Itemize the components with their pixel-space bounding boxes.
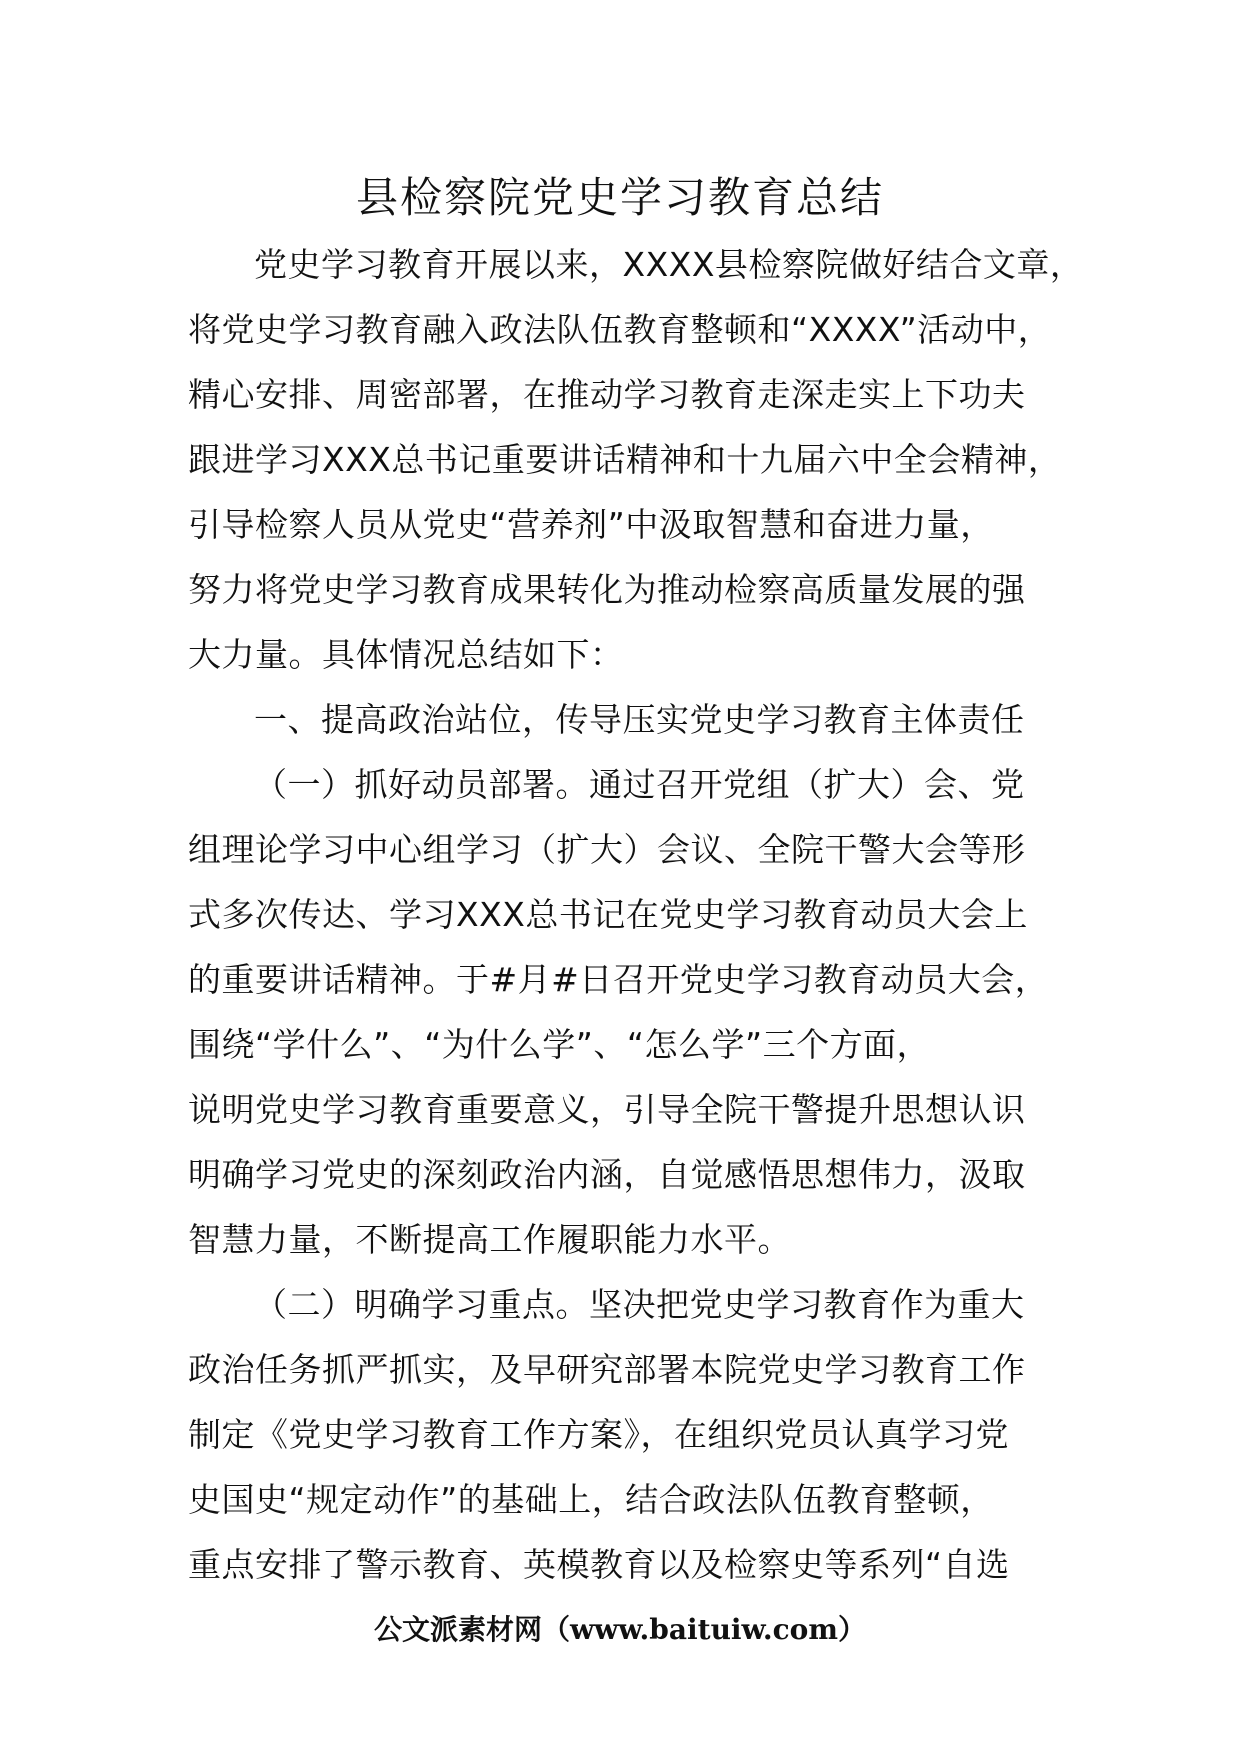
paragraph-line: 史国史“规定动作”的基础上，结合政法队伍教育整顿， [188,1480,994,1519]
paragraph-line: 组理论学习中心组学习（扩大）会议、全院干警大会等形 [188,830,1026,869]
paragraph-line: 说明党史学习教育重要意义，引导全院干警提升思想认识 [188,1090,1026,1129]
document-body [188,232,1084,1597]
paragraph-line: （二）明确学习重点。坚决把党史学习教育作为重大 [254,1285,1025,1324]
paragraph-line: 精心安排、周密部署，在推动学习教育走深走实上下功夫 [188,375,1026,414]
paragraph-line: 跟进学习XXX总书记重要讲话精神和十九届六中全会精神， [188,440,1062,479]
paragraph-line: 努力将党史学习教育成果转化为推动检察高质量发展的强 [188,570,1026,609]
paragraph-line: 重点安排了警示教育、英模教育以及检察史等系列“自选 [188,1545,1010,1584]
section-heading: 一、提高政治站位，传导压实党史学习教育主体责任 [254,700,1025,739]
paragraph-line: 智慧力量，不断提高工作履职能力水平。 [188,1220,791,1259]
document-title: 县检察院党史学习教育总结 [355,173,884,222]
paragraph-line: （一）抓好动员部署。通过召开党组（扩大）会、党 [254,765,1025,804]
paragraph-line: 大力量。具体情况总结如下： [188,635,624,674]
paragraph-line: 引导检察人员从党史“营养剂”中汲取智慧和奋进力量， [188,505,994,544]
paragraph-line: 围绕“学什么”、“为什么学”、“怎么学”三个方面， [188,1025,931,1064]
paragraph-line: 政治任务抓严抓实，及早研究部署本院党史学习教育工作 [188,1350,1026,1389]
paragraph-line: 党史学习教育开展以来，XXXX县检察院做好结合文章， [254,245,1084,284]
paragraph-line: 式多次传达、学习XXX总书记在党史学习教育动员大会上 [188,895,1028,934]
paragraph-line: 的重要讲话精神。于#月#日召开党史学习教育动员大会， [188,960,1049,999]
paragraph-line: 制定《党史学习教育工作方案》，在组织党员认真学习党 [188,1415,1009,1454]
paragraph-line: 明确学习党史的深刻政治内涵，自觉感悟思想伟力，汲取 [188,1155,1026,1194]
paragraph-line: 将党史学习教育融入政法队伍教育整顿和“XXXX”活动中， [188,310,1052,349]
footer-source: 公文派素材网（www.baituiw.com） [374,1613,866,1646]
